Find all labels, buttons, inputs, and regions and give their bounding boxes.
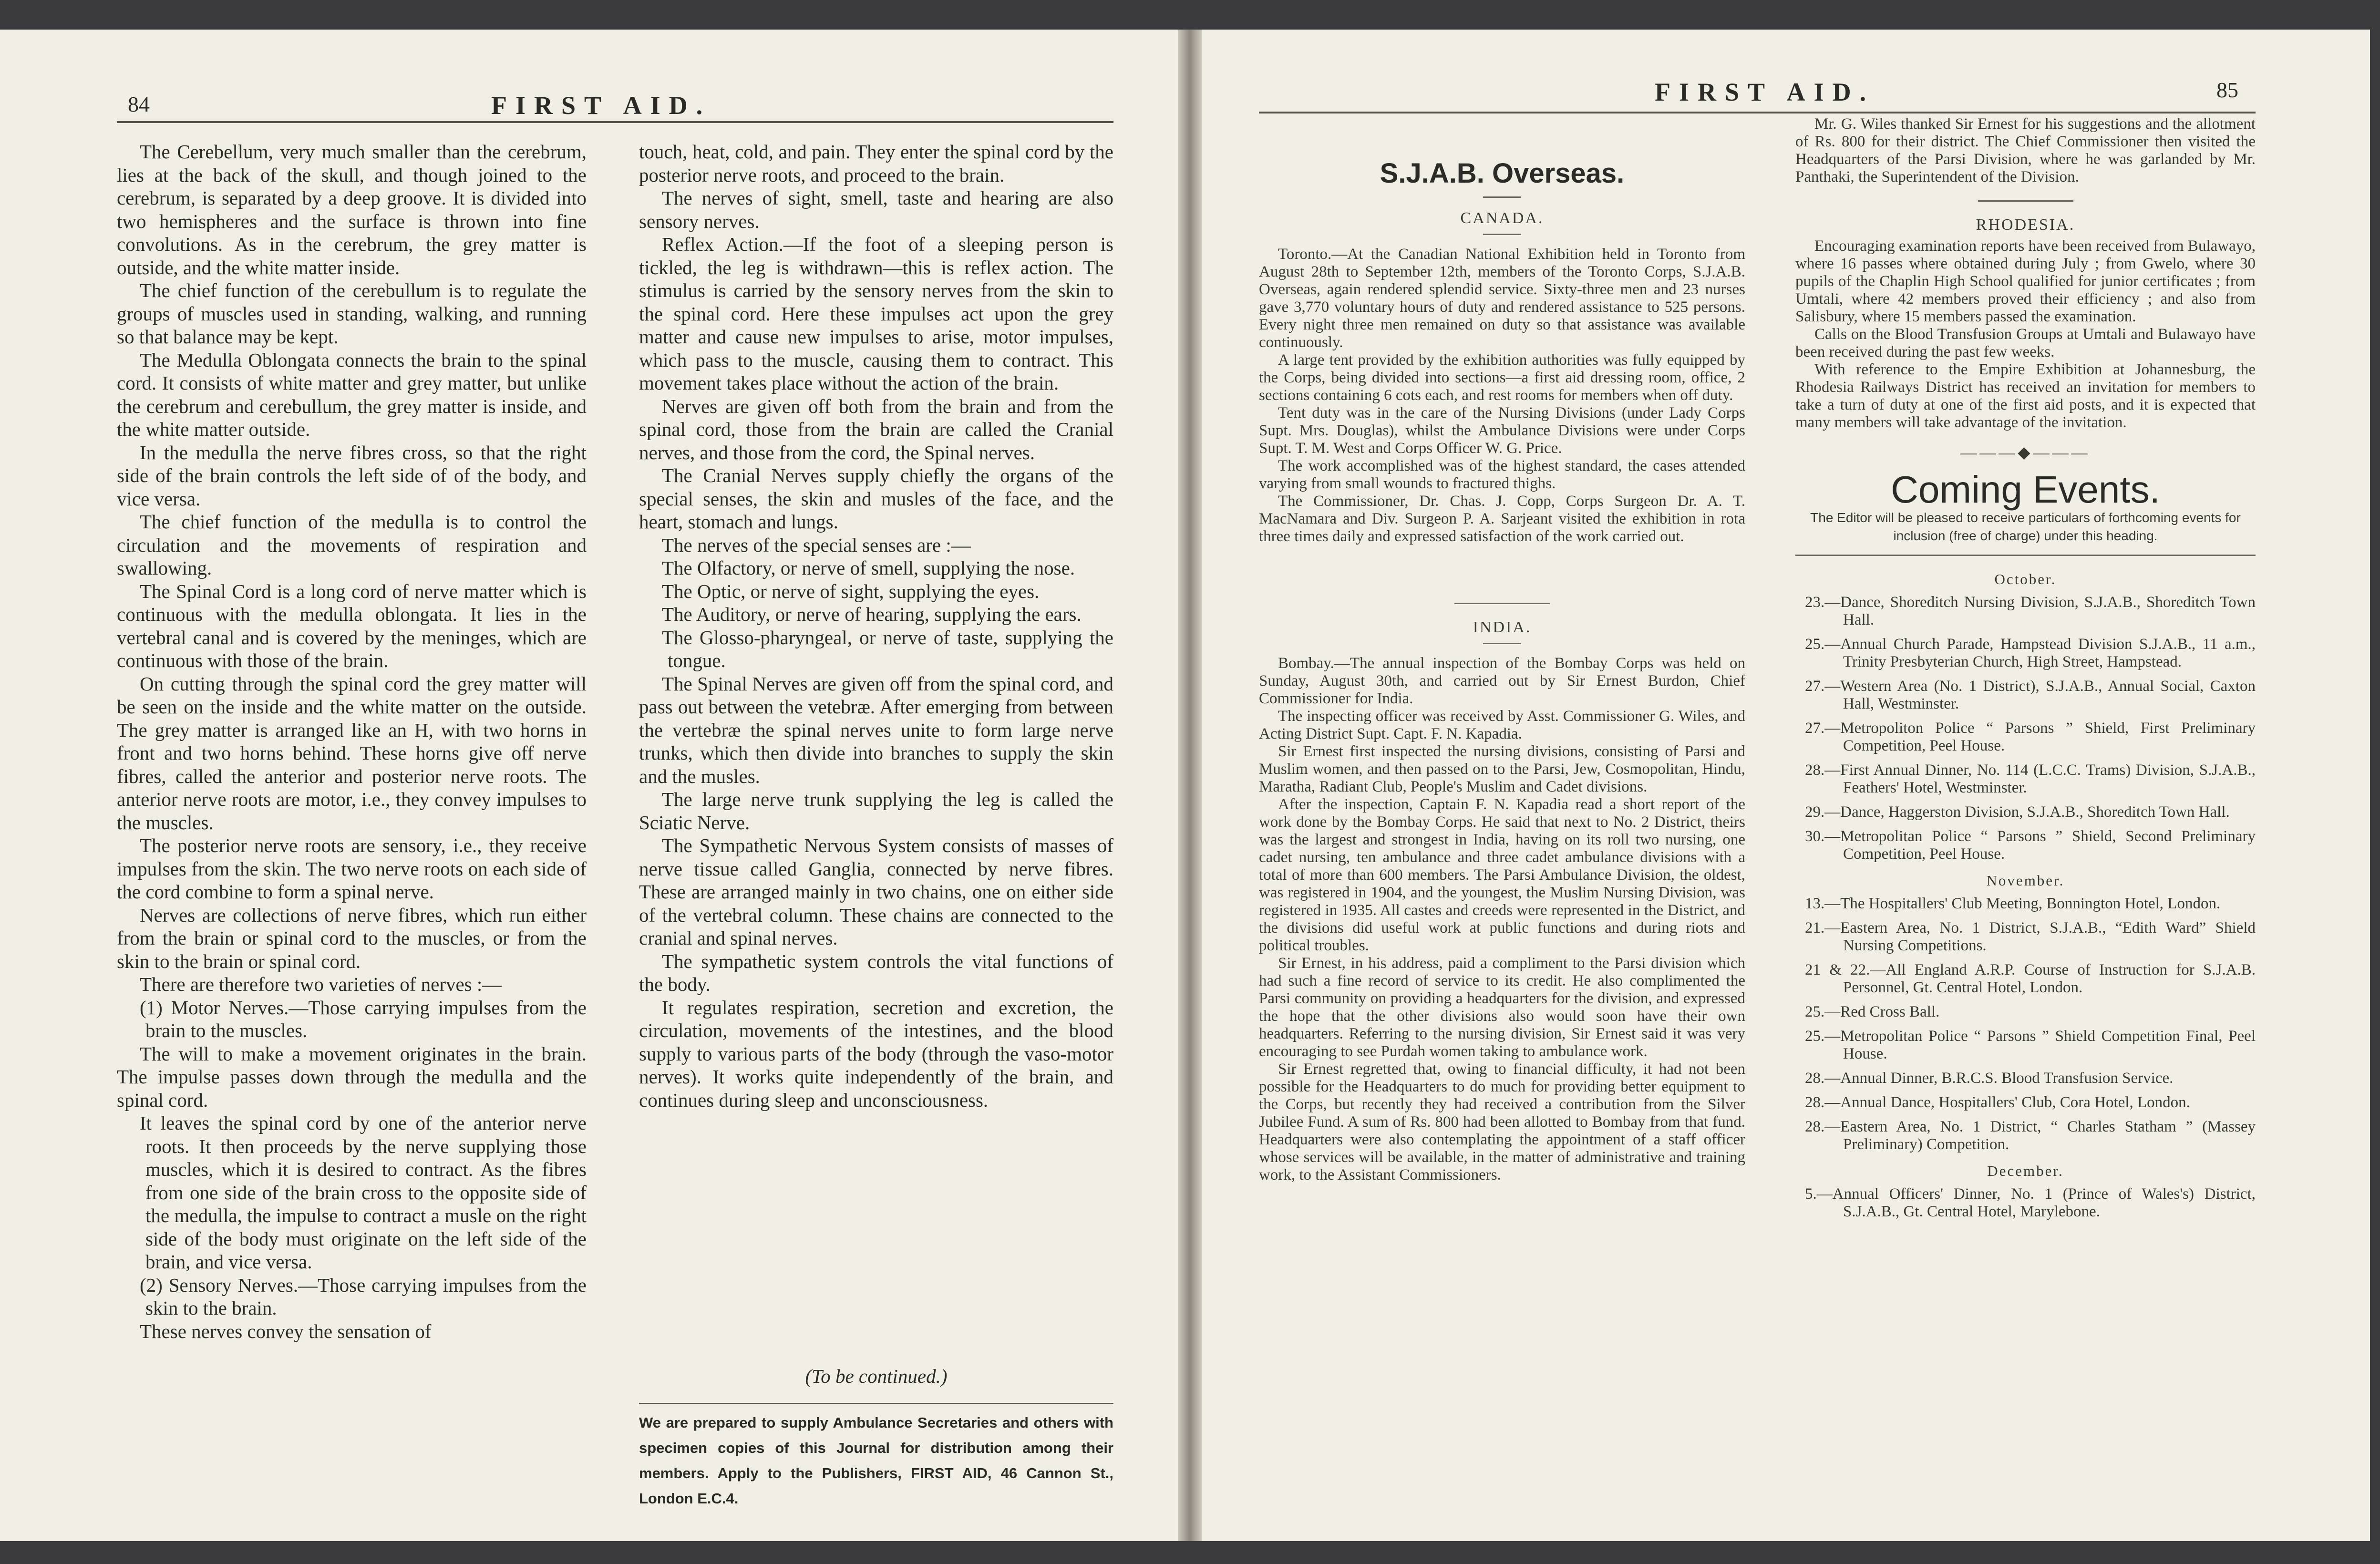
paragraph: Calls on the Blood Transfusion Groups at Umtali and Bulawayo have been received during the past few weeks. xyxy=(1795,326,2256,360)
paragraph: The inspecting officer was received by Asst. Commissioner G. Wiles, and Acting District Supt. Capt. F. N. Kapadia. xyxy=(1259,708,1745,742)
event-item: 28.—Eastern Area, No. 1 District, “ Charles Statham ” (Massey Preliminary) Competition. xyxy=(1805,1118,2256,1153)
paragraph: (2) Sensory Nerves.—Those carrying impulses from the skin to the brain. xyxy=(140,1274,587,1319)
paragraph: Nerves are given off both from the brain and from the spinal cord, those from the brain are called the Cranial nerves, and those from the cord, the Spinal nerves. xyxy=(639,395,1113,463)
event-month-heading: October. xyxy=(1994,571,2057,587)
paragraph: Tent duty was in the care of the Nursing Divisions (under Lady Corps Supt. Mrs. Douglas), whilst the Ambulance Divisions were under Corps Supt. T. M. West and Corps Officer W. G. Price. xyxy=(1259,404,1745,457)
event-item: 13.—The Hospitallers' Club Meeting, Bonnington Hotel, London. xyxy=(1805,895,2221,912)
to-be-continued: (To be continued.) xyxy=(805,1365,948,1387)
event-month-heading: November. xyxy=(1986,872,2065,889)
paragraph: Reflex Action.—If the foot of a sleeping person is tickled, the leg is withdrawn—this is reflex action. The stimulus is carried by the sensory nerves from the skin to the spinal cord. Here these impulses act upon the grey matter and cause new impulses to arise, motor impulses, which pass to the muscle, causing them to contract. This movement takes place without the action of the brain. xyxy=(639,233,1113,394)
event-item: 25.—Red Cross Ball. xyxy=(1805,1003,1940,1020)
event-month-heading: December. xyxy=(1987,1163,2064,1179)
paragraph: A large tent provided by the exhibition authorities was fully equipped by the Corps, being divided into sections—a first aid dressing room, office, 2 sections containing 6 cots each, and rest rooms for members when off duty. xyxy=(1259,351,1745,404)
event-item: 25.—Metropolitan Police “ Parsons ” Shield Competition Final, Peel House. xyxy=(1805,1028,2256,1062)
paragraph: The Optic, or nerve of sight, supplying the eyes. xyxy=(662,580,1040,602)
paragraph: The chief function of the cerebullum is to regulate the groups of muscles used in standing, walking, and running so that balance may be kept. xyxy=(117,279,587,348)
running-head: FIRST AID. xyxy=(491,91,711,120)
event-item: 30.—Metropolitan Police “ Parsons ” Shield, Second Preliminary Competition, Peel House. xyxy=(1805,828,2256,863)
paragraph: Sir Ernest first inspected the nursing divisions, consisting of Parsi and Muslim women, and then passed on to the Parsi, Jew, Cosmopolitan, Hindu, Maratha, Radiant Club, People's Muslim and Cadet divisions. xyxy=(1259,743,1745,795)
paragraph: The posterior nerve roots are sensory, i.e., they receive impulses from the skin. The two nerve roots on each side of the cord combine to form a spinal nerve. xyxy=(117,834,587,903)
event-item: 28.—Annual Dance, Hospitallers' Club, Cora Hotel, London. xyxy=(1805,1094,2190,1111)
paragraph: The Spinal Cord is a long cord of nerve matter which is continuous with the medulla oblongata. It lies in the vertebral canal and is covered by the meninges, which are continuous with those of the brain. xyxy=(117,580,587,671)
paragraph: The sympathetic system controls the vital functions of the body. xyxy=(639,950,1113,995)
paragraph: There are therefore two varieties of nerves :— xyxy=(140,973,502,995)
event-item: 27.—Western Area (No. 1 District), S.J.A.B., Annual Social, Caxton Hall, Westminster. xyxy=(1805,678,2256,712)
paragraph: The Glosso-pharyngeal, or nerve of taste, supplying the tongue. xyxy=(662,626,1113,671)
event-item: 29.—Dance, Haggerston Division, S.J.A.B., Shoreditch Town Hall. xyxy=(1805,803,2230,821)
coming-events-intro: The Editor will be pleased to receive particulars of forthcoming events for inclusion (free of charge) under this heading. xyxy=(1810,510,2241,543)
paragraph: The Cerebellum, very much smaller than the cerebrum, lies at the back of the skull, and though joined to the cerebrum, is separated by a deep groove. It is divided into two hemispheres and the surface is thrown into fine convolutions. As in the cerebrum, the grey matter is outside, and the white matter inside. xyxy=(117,141,587,278)
paragraph: On cutting through the spinal cord the grey matter will be seen on the inside and the white matter on the outside. The grey matter is arranged like an H, with two horns in front and two horns behind. These horns give off nerve fibres, called the anterior and posterior nerve roots. The anterior nerve roots are motor, i.e., they convey impulses to the muscles. xyxy=(117,672,587,833)
event-item: 25.—Annual Church Parade, Hampstead Division S.J.A.B., 11 a.m., Trinity Presbyterian Church, High Street, Hampstead. xyxy=(1805,636,2256,670)
paragraph: Toronto.—At the Canadian National Exhibition held in Toronto from August 28th to September 12th, members of the Toronto Corps, S.J.A.B. Overseas, again rendered splendid service. Sixty-three men and 23 nurses gave 3,770 voluntary hours of duty and rendered assistance to 525 persons. Every night three men remained on duty so that assistance was available continuously. xyxy=(1259,246,1745,351)
event-item: 23.—Dance, Shoreditch Nursing Division, S.J.A.B., Shoreditch Town Hall. xyxy=(1805,594,2256,628)
left-page xyxy=(0,30,1178,1541)
running-head: FIRST AID. xyxy=(1655,78,1875,106)
paragraph: It regulates respiration, secretion and excretion, the circulation, movements of the intestines, and the blood supply to various parts of the body (through the vaso-motor nerves). It works quite independently of the brain, and continues during sleep and unconsciousness. xyxy=(639,996,1113,1111)
paragraph: The nerves of the special senses are :— xyxy=(662,534,971,556)
event-item: 21.—Eastern Area, No. 1 District, S.J.A.B., “Edith Ward” Shield Nursing Competitions. xyxy=(1805,919,2256,954)
paragraph: Sir Ernest, in his address, paid a compliment to the Parsi division which had such a fine record of service to its credit. He also complimented the Parsi community on providing a headquarters for the division, and expressed the hope that the other divisions also would soon have their own headquarters. Referring to the nursing division, Sir Ernest said it was very encouraging to see Purdah women taking to ambulance work. xyxy=(1259,955,1745,1060)
paragraph: After the inspection, Captain F. N. Kapadia read a short report of the work done by the Bombay Corps. He said that next to No. 2 District, theirs was the largest and strongest in India, having on its roll two nursing, one cadet nursing, ten ambulance and three cadet ambulance divisions with a total of more than 600 members. The Parsi Ambulance Division, the oldest, was registered in 1904, and the youngest, the Muslim Nursing Division, was registered in 1935. All castes and creeds were represented in the District, and the divisions did useful work at public functions and during riots and political troubles. xyxy=(1259,796,1745,954)
paragraph: Encouraging examination reports have been received from Bulawayo, where 16 passes where obtained during July ; from Gwelo, where 30 pupils of the Chaplin High School qualified for junior certificates ; from Umtali, where 42 members proved their efficiency ; and also from Salisbury, where 15 members passed the examination. xyxy=(1795,237,2256,325)
paragraph: The Olfactory, or nerve of smell, supplying the nose. xyxy=(662,557,1075,579)
canada-heading: CANADA. xyxy=(1460,209,1544,227)
paragraph: The Cranial Nerves supply chiefly the organs of the special senses, the skin and musles of the face, and the heart, stomach and lungs. xyxy=(639,464,1113,533)
overseas-column xyxy=(1259,137,1745,1184)
events-rule xyxy=(1795,555,2256,556)
header-rule xyxy=(1259,112,2256,113)
event-item: 28.—First Annual Dinner, No. 114 (L.C.C. Trams) Division, S.J.A.B., Feathers' Hotel, Westminster. xyxy=(1805,761,2256,796)
paragraph: The chief function of the medulla is to control the circulation and the movements of respiration and swallowing. xyxy=(117,511,587,579)
paragraph: (1) Motor Nerves.—Those carrying impulses from the brain to the muscles. xyxy=(140,996,587,1041)
coming-events-title: Coming Events. xyxy=(1891,468,2160,511)
page-number: 85 xyxy=(2216,78,2238,102)
page-number: 84 xyxy=(128,92,150,116)
events-list xyxy=(1795,570,2256,1221)
paragraph: These nerves convey the sensation of xyxy=(140,1320,432,1342)
paragraph: In the medulla the nerve fibres cross, so that the right side of the brain controls the left side of of the body, and vice versa. xyxy=(117,441,587,510)
section-title: S.J.A.B. Overseas. xyxy=(1380,158,1625,189)
paragraph: Sir Ernest regretted that, owing to financial difficulty, it had not been possible for the Headquarters to do much for providing better equipment to the Corps, but recently they had received a contribution from the Silver Jubilee Fund. A sum of Rs. 800 had been allotted to Bombay from that fund. Headquarters were also contemplating the appointment of a staff officer whose services will be available, in the matter of administrative and training work, to the Assistant Commissioners. xyxy=(1259,1060,1745,1183)
canada-section xyxy=(1259,246,1745,545)
paragraph: Nerves are collections of nerve fibres, which run either from the brain or spinal cord to the muscles, or from the skin to the brain or spinal cord. xyxy=(117,904,587,972)
publisher-notice: We are prepared to supply Ambulance Secretaries and others with specimen copies of this Journal for distribution among their members. Apply to the Publishers, FIRST AID, 46 Cannon St., London E.C.4. xyxy=(639,1414,1113,1507)
header-rule xyxy=(117,121,1113,123)
india-section xyxy=(1259,655,1745,1184)
paragraph: The Medulla Oblongata connects the brain to the spinal cord. It consists of white matter and grey matter, but unlike the cerebrum and cerebullum, the grey matter is inside, and the white matter outside. xyxy=(117,349,587,440)
paragraph: Bombay.—The annual inspection of the Bombay Corps was held on Sunday, August 30th, and carried out by Sir Ernest Burdon, Chief Commissioner for India. xyxy=(1259,655,1745,707)
paragraph: The work accomplished was of the highest standard, the cases attended varying from small wounds to fractured thighs. xyxy=(1259,457,1745,492)
paragraph: The nerves of sight, smell, taste and hearing are also sensory nerves. xyxy=(639,187,1113,232)
paragraph: The Sympathetic Nervous System consists of masses of nerve tissue called Ganglia, connected by nerve fibres. These are arranged mainly in two chains, one on either side of the vertebral column. These chains are connected to the cranial and spinal nerves. xyxy=(639,834,1113,949)
event-item: 5.—Annual Officers' Dinner, No. 1 (Prince of Wales's) District, S.J.A.B., Gt. Central Hotel, Marylebone. xyxy=(1805,1185,2256,1220)
notice-rule xyxy=(639,1403,1113,1404)
left-column-1 xyxy=(117,140,587,1343)
event-item: 27.—Metropoliton Police “ Parsons ” Shield, First Preliminary Competition, Peel House. xyxy=(1805,720,2256,754)
event-item: 28.—Annual Dinner, B.R.C.S. Blood Transfusion Service. xyxy=(1805,1070,2174,1087)
left-column-2 xyxy=(639,140,1113,1111)
paragraph: The Spinal Nerves are given off from the spinal cord, and pass out between the vetebræ. After emerging from between the vertebræ the spinal nerves unite to form large nerve trunks, which then divide into branches to supply the skin and the musles. xyxy=(639,672,1113,787)
event-item: 21 & 22.—All England A.R.P. Course of Instruction for S.J.A.B. Personnel, Gt. Central Hotel, London. xyxy=(1805,961,2256,996)
paragraph: With reference to the Empire Exhibition at Johannesburg, the Rhodesia Railways District has received an invitation for members to take a turn of duty at one of the first aid posts, and it is expected that many members will take advantage of the invitation. xyxy=(1795,361,2256,431)
paragraph: The large nerve trunk supplying the leg is called the Sciatic Nerve. xyxy=(639,788,1113,833)
book-gutter xyxy=(1178,30,1202,1541)
right-page xyxy=(1202,30,2370,1541)
news-events-column xyxy=(1795,115,2256,1227)
paragraph: It leaves the spinal cord by one of the anterior nerve roots. It then proceeds by the nerve supplying those muscles, which it is desired to contract. As the fibres from one side of the brain cross to the opposite side of the medulla, the impulse to contract a musle on the right side of the body must originate on the left side of the brain, and vice versa. xyxy=(140,1112,587,1273)
paragraph: touch, heat, cold, and pain. They enter the spinal cord by the posterior nerve roots, and proceed to the brain. xyxy=(639,141,1113,186)
rhodesia-section xyxy=(1795,237,2256,432)
ornament-divider: ———◆——— xyxy=(1960,444,2091,462)
india-continued: Mr. G. Wiles thanked Sir Ernest for his suggestions and the allotment of Rs. 800 for their district. The Chief Commissioner then visited the Headquarters of the Parsi Division, where he was garlanded by Mr. Panthaki, the Superintendent of the Division. xyxy=(1795,115,2256,185)
paragraph: The Commissioner, Dr. Chas. J. Copp, Corps Surgeon Dr. A. T. MacNamara and Div. Surgeon P. A. Sarjeant visited the exhibition in rota three times daily and expressed satisfaction of the work carried out. xyxy=(1259,493,1745,545)
paragraph: The will to make a movement originates in the brain. The impulse passes down through the medulla and the spinal cord. xyxy=(117,1042,587,1111)
india-heading: INDIA. xyxy=(1473,618,1532,636)
rhodesia-heading: RHODESIA. xyxy=(1976,216,2075,234)
paragraph: The Auditory, or nerve of hearing, supplying the ears. xyxy=(662,603,1082,625)
